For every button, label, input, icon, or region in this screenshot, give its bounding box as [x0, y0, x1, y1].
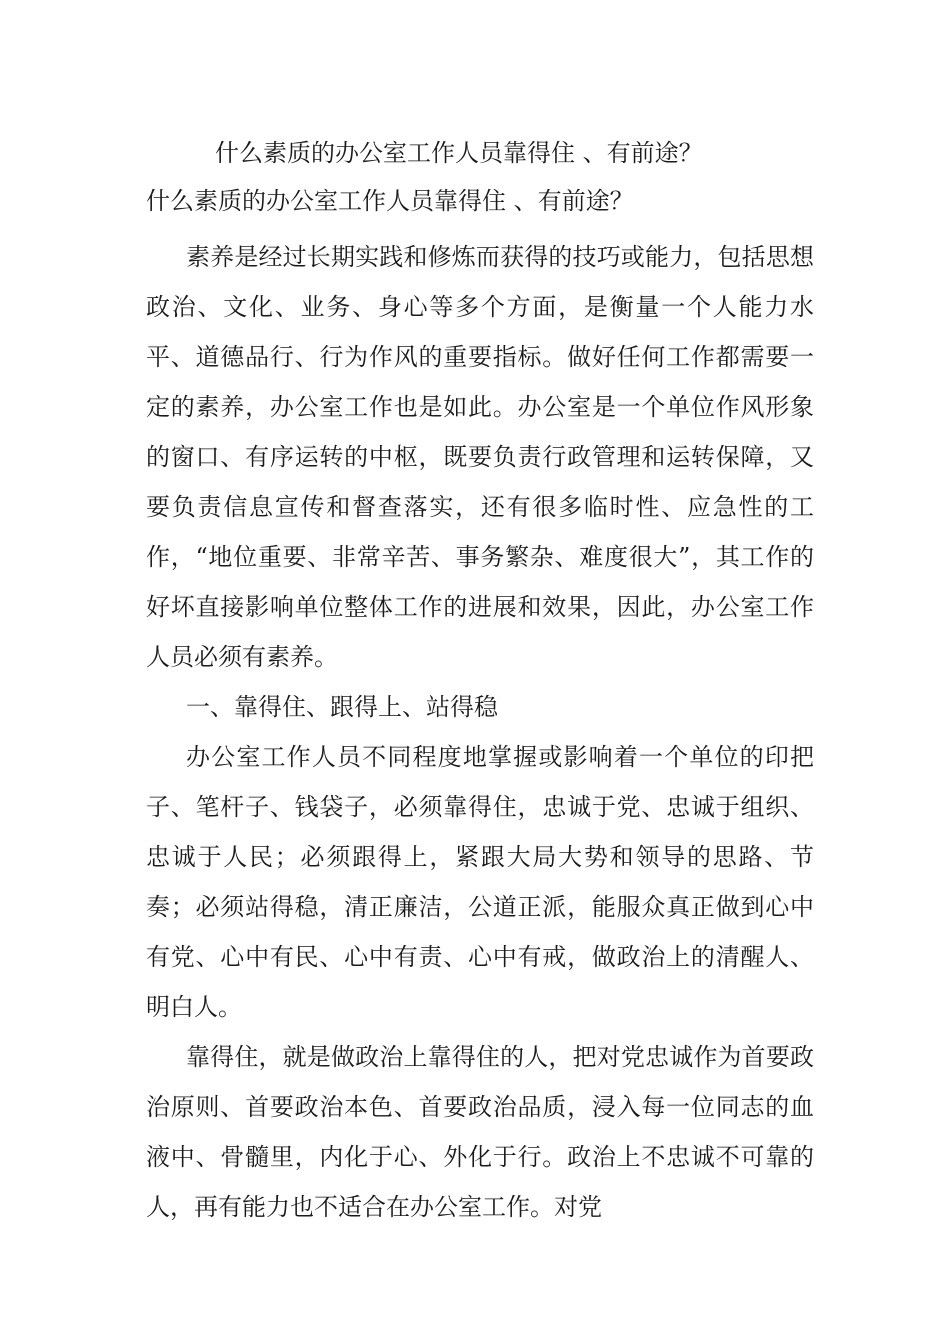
document-title: 什么素质的办公室工作人员靠得住 、有前途？: [215, 139, 703, 167]
section-heading-1: 一、靠得住、跟得上、站得稳: [186, 693, 498, 721]
paragraph-intro: 素养是经过长期实践和修炼而获得的技巧或能力，包括思想政治、文化、业务、身心等多个方面，是衡量一个人能力水平、道德品行、行为作风的重要指标。做好任何工作都需要一定的素养，办公室工作也是如此。办公室是一个单位作风形象的窗口、有序运转的中枢，既要负责行政管理和运转保障，又要负责信息宣传和督查落实，还有很多临时性、应急性的工作，“地位重要、非常辛苦、事务繁杂、难度很大”，其工作的好坏直接影响单位整体工作的进展和效果，因此，办公室工作人员必须有素养。: [146, 243, 814, 671]
paragraph-section-1: 办公室工作人员不同程度地掌握或影响着一个单位的印把子、笔杆子、钱袋子，必须靠得住，忠诚于党、忠诚于组织、忠诚于人民；必须跟得上，紧跟大局大势和领导的思路、节奏；必须站得稳，清正廉洁，公道正派，能服众真正做到心中有党、心中有民、心中有责、心中有戒，做政治上的清醒人、明白人。: [146, 743, 814, 1021]
document-subtitle: 什么素质的办公室工作人员靠得住 、有前途？: [146, 187, 634, 215]
document-body: [146, 232, 814, 1232]
paragraph-reliable: 靠得住，就是做政治上靠得住的人，把对党忠诚作为首要政治原则、首要政治本色、首要政治品质，浸入每一位同志的血液中、骨髓里，内化于心、外化于行。政治上不忠诚不可靠的人，再有能力也不适合在办公室工作。对党: [146, 1043, 814, 1221]
